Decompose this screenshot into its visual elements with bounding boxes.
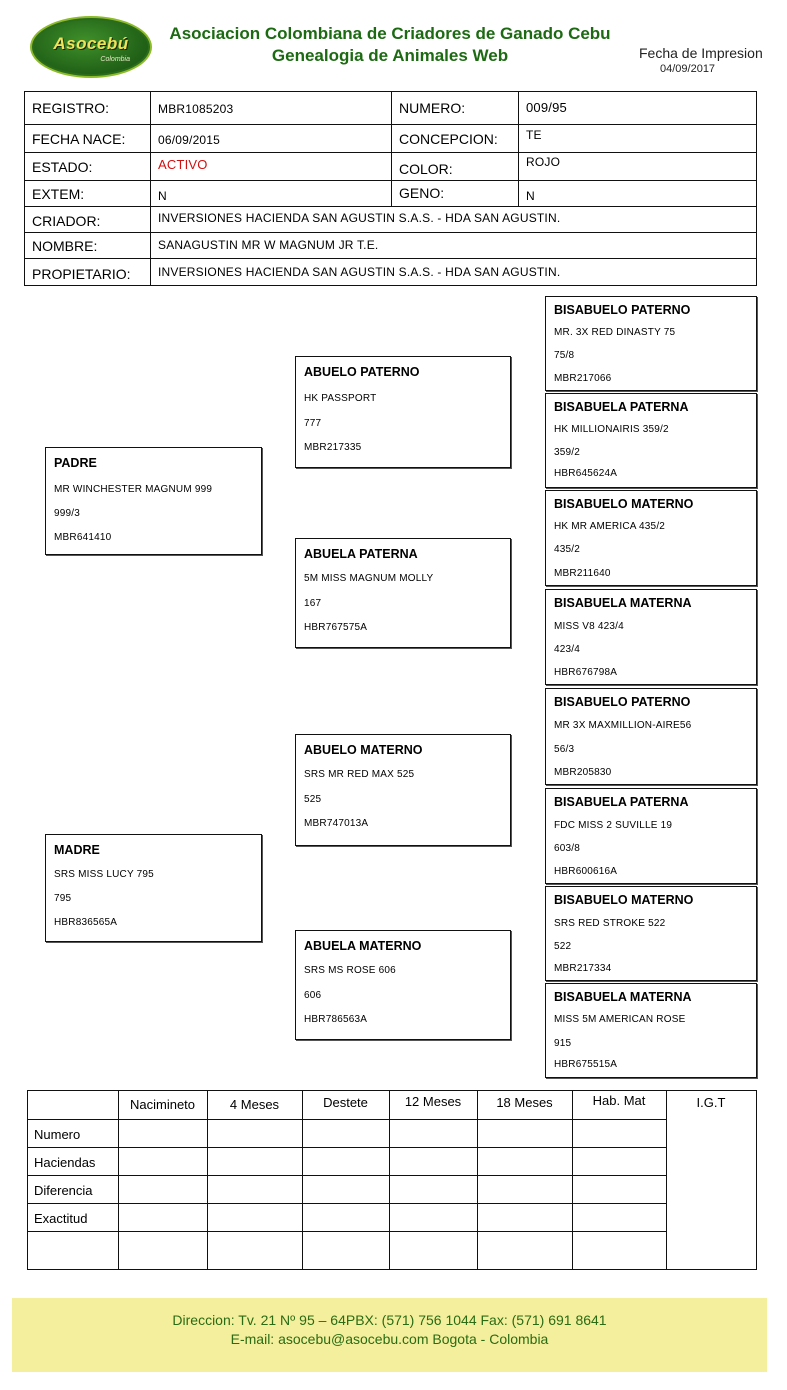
bisabuelo-4-title: BISABUELA MATERNA	[554, 596, 692, 610]
propietario-label: PROPIETARIO:	[32, 266, 131, 282]
madre-title: MADRE	[54, 843, 100, 857]
print-date: 04/09/2017	[660, 63, 716, 75]
logo-subtext: Colombia	[100, 56, 130, 63]
row-label-exactitud: Exactitud	[34, 1211, 88, 1226]
page-title: Asociacion Colombiana de Criadores de Ganado Cebu	[169, 24, 611, 43]
bisabuelo-5-number: 56/3	[554, 744, 575, 755]
bisabuelo-3-name: HK MR AMERICA 435/2	[554, 521, 666, 532]
concepcion-value: TE	[526, 128, 542, 142]
bisabuelo-2-title: BISABUELA PATERNA	[554, 400, 689, 414]
bisabuelo-7-reg: MBR217334	[554, 963, 612, 974]
extem-value: N	[158, 189, 167, 203]
bisabuelo-8-title: BISABUELA MATERNA	[554, 990, 692, 1004]
bisabuelo-box-1	[545, 296, 757, 391]
bisabuelo-box-6	[545, 788, 757, 884]
footer-address: Direccion: Tv. 21 Nº 95 – 64PBX: (571) 756 1044 Fax: (571) 691 8641	[172, 1312, 607, 1328]
bisabuelo-4-reg: HBR676798A	[554, 667, 618, 678]
bisabuelo-1-title: BISABUELO PATERNO	[554, 303, 691, 317]
numero-label: NUMERO:	[399, 100, 466, 116]
asocebu-logo	[30, 16, 152, 78]
bisabuelo-3-reg: MBR211640	[554, 568, 611, 579]
bisabuelo-1-name: MR. 3X RED DINASTY 75	[554, 327, 676, 338]
concepcion-label: CONCEPCION:	[399, 131, 498, 147]
abuela-materno-title: ABUELA MATERNO	[304, 939, 422, 953]
abuela-materno-number: 606	[304, 990, 322, 1001]
numero-value: 009/95	[526, 100, 567, 115]
bisabuelo-5-reg: MBR205830	[554, 767, 612, 778]
abuelo-materno-reg: MBR747013A	[304, 818, 369, 829]
col-header-igt: I.G.T	[696, 1095, 726, 1110]
row-label-numero: Numero	[34, 1127, 81, 1142]
padre-name: MR WINCHESTER MAGNUM 999	[54, 484, 213, 495]
madre-number: 795	[54, 893, 72, 904]
bisabuelo-6-name: FDC MISS 2 SUVILLE 19	[554, 820, 673, 831]
abuela-materno-box	[295, 930, 511, 1040]
padre-reg: MBR641410	[54, 532, 112, 543]
extem-label: EXTEM:	[32, 186, 85, 202]
col-header-4-meses: 4 Meses	[229, 1097, 280, 1112]
bisabuelo-5-title: BISABUELO PATERNO	[554, 695, 691, 709]
criador-label: CRIADOR:	[32, 213, 101, 229]
abuela-materno-reg: HBR786563A	[304, 1014, 368, 1025]
bisabuelo-6-reg: HBR600616A	[554, 866, 618, 877]
estado-value: ACTIVO	[158, 157, 208, 172]
abuelo-materno-box	[295, 734, 511, 846]
row-label-diferencia: Diferencia	[34, 1183, 93, 1198]
registro-label: REGISTRO:	[32, 100, 110, 116]
propietario-value: INVERSIONES HACIENDA SAN AGUSTIN S.A.S. - HDA SAN AGUSTIN.	[158, 265, 561, 279]
bisabuelo-7-name: SRS RED STROKE 522	[554, 918, 666, 929]
criador-value: INVERSIONES HACIENDA SAN AGUSTIN S.A.S. - HDA SAN AGUSTIN.	[158, 211, 561, 225]
bisabuelo-5-name: MR 3X MAXMILLION-AIRE56	[554, 720, 692, 731]
page-subtitle: Genealogia de Animales Web	[271, 46, 509, 65]
abuelo-materno-title: ABUELO MATERNO	[304, 743, 423, 757]
abuela-paterna-name: 5M MISS MAGNUM MOLLY	[304, 573, 434, 584]
col-header-nacimiento: Nacimineto	[129, 1097, 196, 1112]
nombre-label: NOMBRE:	[32, 238, 98, 254]
bisabuelo-box-4	[545, 589, 757, 685]
madre-name: SRS MISS LUCY 795	[54, 869, 154, 880]
bisabuelo-1-reg: MBR217066	[554, 373, 612, 384]
padre-box	[45, 447, 262, 555]
bisabuelo-2-reg: HBR645624A	[554, 468, 618, 479]
col-header-destete: Destete	[323, 1095, 368, 1110]
color-label: COLOR:	[399, 161, 453, 177]
nombre-value: SANAGUSTIN MR W MAGNUM JR T.E.	[158, 238, 379, 252]
abuelo-paterno-title: ABUELO PATERNO	[304, 365, 420, 379]
bisabuelo-3-number: 435/2	[554, 544, 581, 555]
registro-value: MBR1085203	[158, 102, 234, 116]
bisabuelo-box-2	[545, 393, 757, 488]
bisabuelo-box-3	[545, 490, 757, 586]
padre-title: PADRE	[54, 456, 97, 470]
bisabuelo-3-title: BISABUELO MATERNO	[554, 497, 694, 511]
col-header-18-meses: 18 Meses	[496, 1095, 553, 1110]
footer-email: E-mail: asocebu@asocebu.com Bogota - Colombia	[230, 1331, 549, 1347]
bisabuelo-4-number: 423/4	[554, 644, 581, 655]
bisabuelo-1-number: 75/8	[554, 350, 575, 361]
abuelo-paterno-reg: MBR217335	[304, 442, 362, 453]
bisabuelo-8-number: 915	[554, 1038, 572, 1049]
bisabuelo-6-title: BISABUELA PATERNA	[554, 795, 689, 809]
abuelo-paterno-box	[295, 356, 511, 468]
geno-value: N	[526, 189, 535, 203]
abuela-paterna-reg: HBR767575A	[304, 622, 368, 633]
color-value: ROJO	[526, 155, 561, 169]
abuelo-materno-number: 525	[304, 794, 322, 805]
col-header-hab-mat: Hab. Mat	[592, 1093, 646, 1108]
bisabuelo-box-7	[545, 886, 757, 981]
bisabuelo-7-number: 522	[554, 941, 572, 952]
fecha-nace-label: FECHA NACE:	[32, 131, 126, 147]
abuelo-paterno-number: 777	[304, 418, 322, 429]
row-label-haciendas: Haciendas	[34, 1155, 96, 1170]
bisabuelo-6-number: 603/8	[554, 843, 581, 854]
abuela-paterna-title: ABUELA PATERNA	[304, 547, 418, 561]
madre-reg: HBR836565A	[54, 917, 118, 928]
bisabuelo-box-5	[545, 688, 757, 785]
bisabuelo-8-reg: HBR675515A	[554, 1059, 618, 1070]
footer-contact	[12, 1298, 767, 1372]
bisabuelo-4-name: MISS V8 423/4	[554, 621, 624, 632]
bisabuelo-2-name: HK MILLIONAIRIS 359/2	[554, 424, 669, 435]
madre-box	[45, 834, 262, 942]
logo-text: Asocebú	[53, 34, 129, 53]
estado-label: ESTADO:	[32, 159, 93, 175]
geno-label: GENO:	[399, 185, 445, 201]
abuela-paterna-number: 167	[304, 598, 322, 609]
abuelo-paterno-name: HK PASSPORT	[304, 393, 377, 404]
bisabuelo-2-number: 359/2	[554, 447, 581, 458]
bisabuelo-box-8	[545, 983, 757, 1078]
print-date-label: Fecha de Impresion	[639, 45, 763, 61]
bisabuelo-8-name: MISS 5M AMERICAN ROSE	[554, 1014, 686, 1025]
padre-number: 999/3	[54, 508, 81, 519]
abuela-paterna-box	[295, 538, 511, 648]
bisabuelo-7-title: BISABUELO MATERNO	[554, 893, 694, 907]
abuela-materno-name: SRS MS ROSE 606	[304, 965, 396, 976]
fecha-nace-value: 06/09/2015	[158, 133, 221, 147]
col-header-12-meses: 12 Meses	[404, 1094, 462, 1109]
abuelo-materno-name: SRS MR RED MAX 525	[304, 769, 415, 780]
